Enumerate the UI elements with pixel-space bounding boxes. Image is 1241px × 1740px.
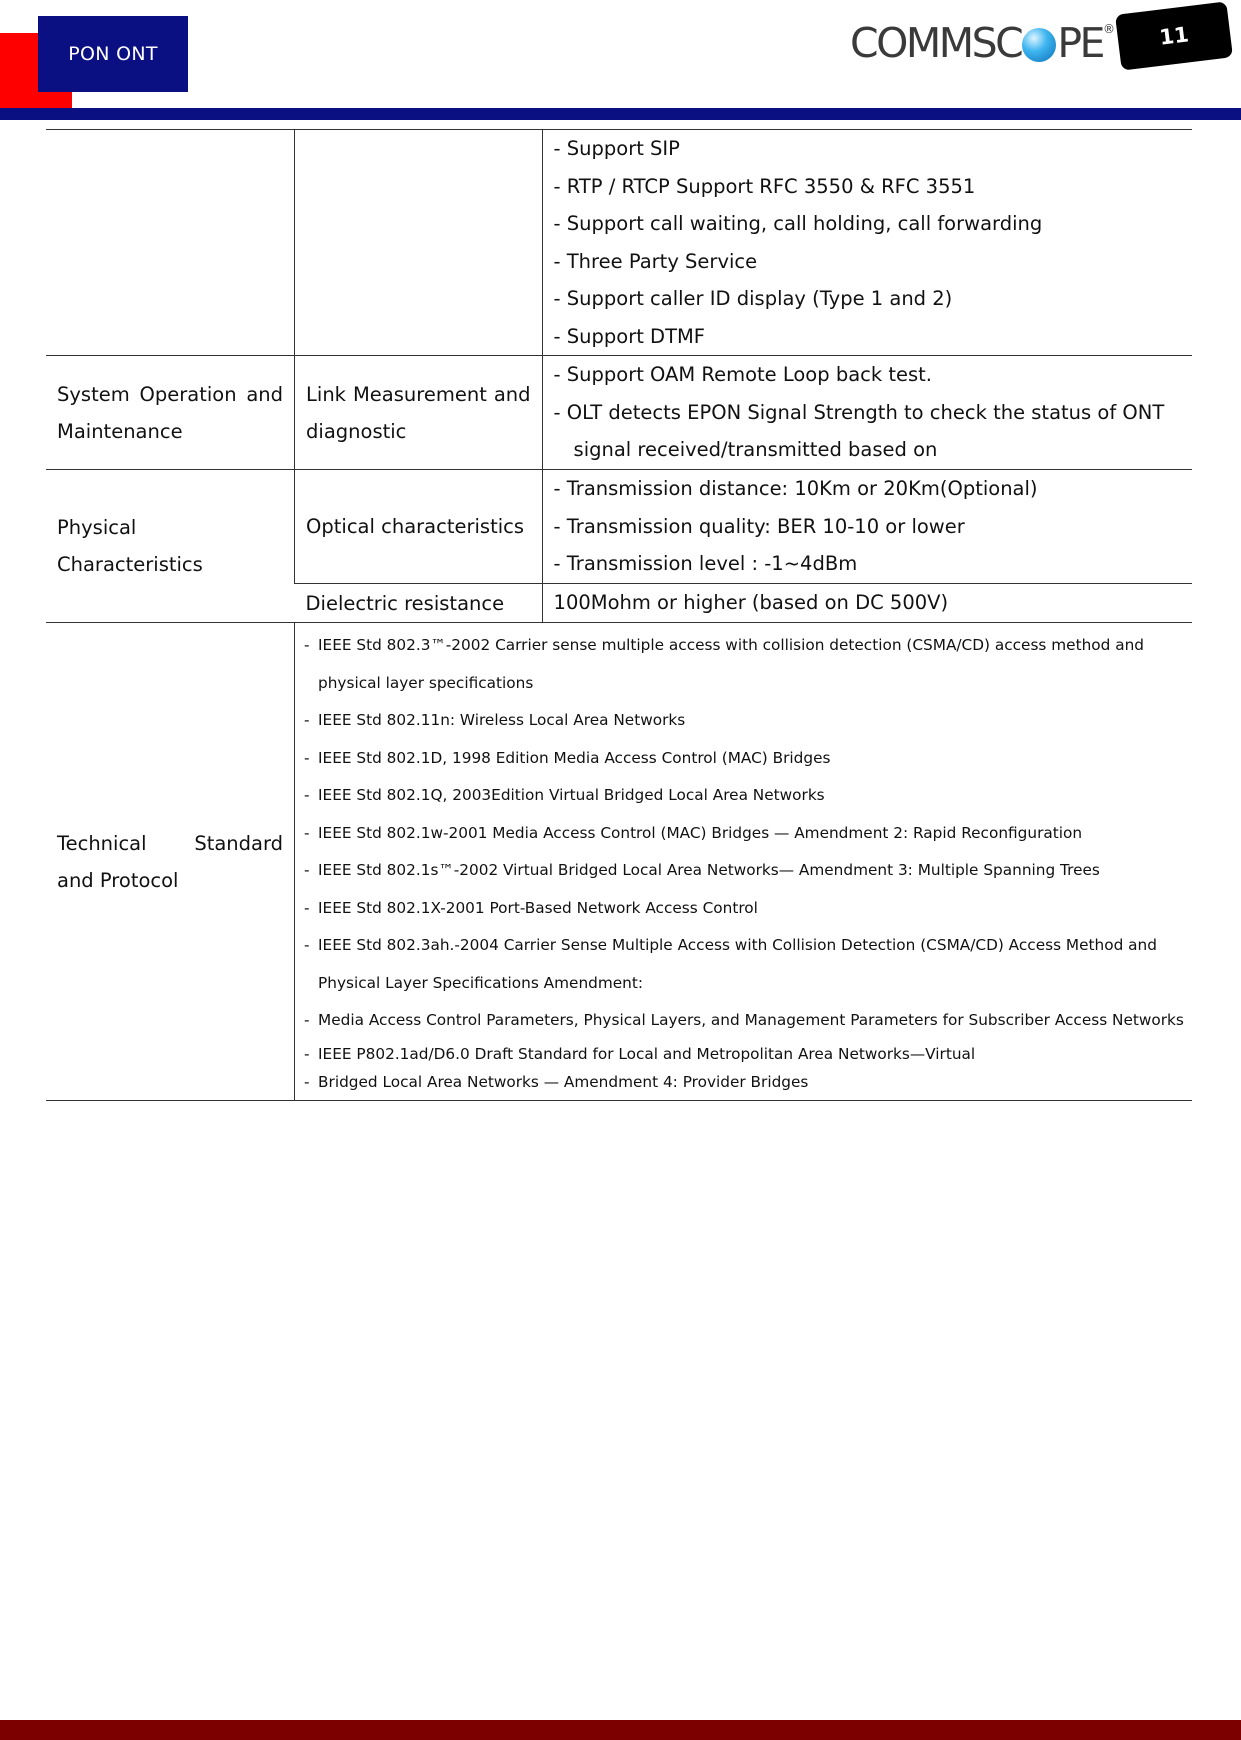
detail-line: - Support call waiting, call holding, call forwarding <box>553 212 1043 235</box>
optical-item-cell <box>295 470 543 584</box>
voip-details-cell <box>542 130 1192 356</box>
detail-line: - Transmission quality: BER 10-10 or lower <box>553 514 965 538</box>
standards-category-cell <box>46 623 295 1101</box>
standard-line <box>304 740 1181 778</box>
specification-table <box>46 129 1192 1101</box>
list-dash: - <box>304 786 310 805</box>
standard-line <box>304 1040 1181 1068</box>
standard-line-continuation <box>304 665 1181 703</box>
standards-list-cell <box>295 623 1192 1101</box>
list-dash: - <box>304 636 310 655</box>
header-divider-bar <box>0 108 1241 120</box>
logo-globe-icon <box>1022 28 1056 62</box>
list-dash: - <box>304 748 310 767</box>
detail-line: - Support caller ID display (Type 1 and 2) <box>553 287 953 310</box>
standard-text: IEEE Std 802.1w-2001 Media Access Control (MAC) Bridges — Amendment 2: Rapid Reconfiguration <box>318 823 1083 842</box>
detail-line: - Transmission level : -1~4dBm <box>553 552 858 576</box>
oam-item-cell <box>295 356 543 470</box>
page-number: 11 <box>1158 22 1190 50</box>
detail-line: signal received/transmitted based on <box>573 438 938 462</box>
dielectric-value: 100Mohm or higher (based on DC 500V) <box>553 591 949 615</box>
standard-text: physical layer specifications <box>318 673 534 692</box>
standard-text: IEEE P802.1ad/D6.0 Draft Standard for Local and Metropolitan Area Networks—Virtual <box>318 1044 976 1063</box>
optical-details-cell <box>542 470 1192 584</box>
detail-line: - Support DTMF <box>553 324 706 348</box>
dielectric-item-cell <box>295 584 543 623</box>
list-dash: - <box>304 1072 310 1091</box>
dielectric-item-label: Dielectric resistance <box>305 591 505 615</box>
table-row-standards <box>46 623 1192 1101</box>
detail-line: - OLT detects EPON Signal Strength to check the status of ONT <box>553 400 1165 424</box>
standard-text: IEEE Std 802.1X-2001 Port-Based Network Access Control <box>318 898 758 917</box>
detail-line: - RTP / RTCP Support RFC 3550 & RFC 3551 <box>553 174 976 198</box>
oam-category-label: System Operation and Maintenance <box>57 382 284 443</box>
list-dash: - <box>304 1044 310 1063</box>
voip-category-cell <box>46 130 295 356</box>
logo-text-start: COMMSC <box>850 19 1022 67</box>
standard-line <box>304 927 1181 965</box>
table-row-voip <box>46 130 1192 356</box>
standard-line <box>304 815 1181 853</box>
standard-text: IEEE Std 802.3ah.-2004 Carrier Sense Multiple Access with Collision Detection (CSMA/CD) Access Method and <box>318 936 1157 955</box>
standard-text: IEEE Std 802.1s™-2002 Virtual Bridged Local Area Networks— Amendment 3: Multiple Spanning Trees <box>318 861 1100 880</box>
standard-line <box>304 852 1181 890</box>
standard-text: Media Access Control Parameters, Physical Layers, and Management Parameters for Subscriber Access Networks <box>318 1011 1184 1030</box>
list-dash: - <box>304 1011 310 1030</box>
commscope-logo <box>850 18 1115 68</box>
list-dash: - <box>304 823 310 842</box>
standards-category-label: Technical Standard and Protocol <box>57 831 284 892</box>
detail-line: - Support SIP <box>553 137 680 160</box>
table-row-oam <box>46 356 1192 470</box>
optical-item-label: Optical characteristics <box>306 515 525 538</box>
standard-line <box>304 777 1181 815</box>
section-tab-label: PON ONT <box>68 43 158 65</box>
list-dash: - <box>304 898 310 917</box>
standard-line <box>304 1002 1184 1040</box>
standard-text: IEEE Std 802.1Q, 2003Edition Virtual Bridged Local Area Networks <box>318 786 825 805</box>
standard-line-continuation <box>304 965 1181 1003</box>
standard-text: IEEE Std 802.3™-2002 Carrier sense multiple access with collision detection (CSMA/CD) access method and <box>318 636 1144 655</box>
standard-text: IEEE Std 802.1D, 1998 Edition Media Access Control (MAC) Bridges <box>318 748 831 767</box>
oam-item-label: Link Measurement and diagnostic <box>306 382 531 443</box>
standard-text: Physical Layer Specifications Amendment: <box>318 973 644 992</box>
standard-line <box>304 702 1181 740</box>
oam-details-cell <box>542 356 1192 470</box>
list-dash: - <box>304 711 310 730</box>
section-tab <box>38 16 188 92</box>
standard-text: IEEE Std 802.11n: Wireless Local Area Networks <box>318 711 686 730</box>
detail-line: - Support OAM Remote Loop back test. <box>553 363 933 387</box>
physical-category-label: Physical Characteristics <box>57 516 203 576</box>
logo-registered-mark: ® <box>1102 22 1115 36</box>
standard-line <box>304 890 1181 928</box>
footer-bar <box>0 1720 1241 1740</box>
standard-line <box>304 1068 1181 1096</box>
oam-category-cell <box>46 356 295 470</box>
detail-line: - Three Party Service <box>553 249 758 273</box>
logo-text-end: PE <box>1057 19 1103 67</box>
page-number-badge <box>1115 1 1233 70</box>
detail-line: - Transmission distance: 10Km or 20Km(Optional) <box>553 477 1038 501</box>
standard-line <box>304 627 1181 665</box>
table-row-physical-optical <box>46 470 1192 584</box>
voip-item-cell <box>295 130 543 356</box>
dielectric-value-cell <box>542 584 1192 623</box>
physical-category-cell <box>46 470 295 623</box>
list-dash: - <box>304 936 310 955</box>
standard-text: Bridged Local Area Networks — Amendment 4: Provider Bridges <box>318 1072 809 1091</box>
list-dash: - <box>304 861 310 880</box>
